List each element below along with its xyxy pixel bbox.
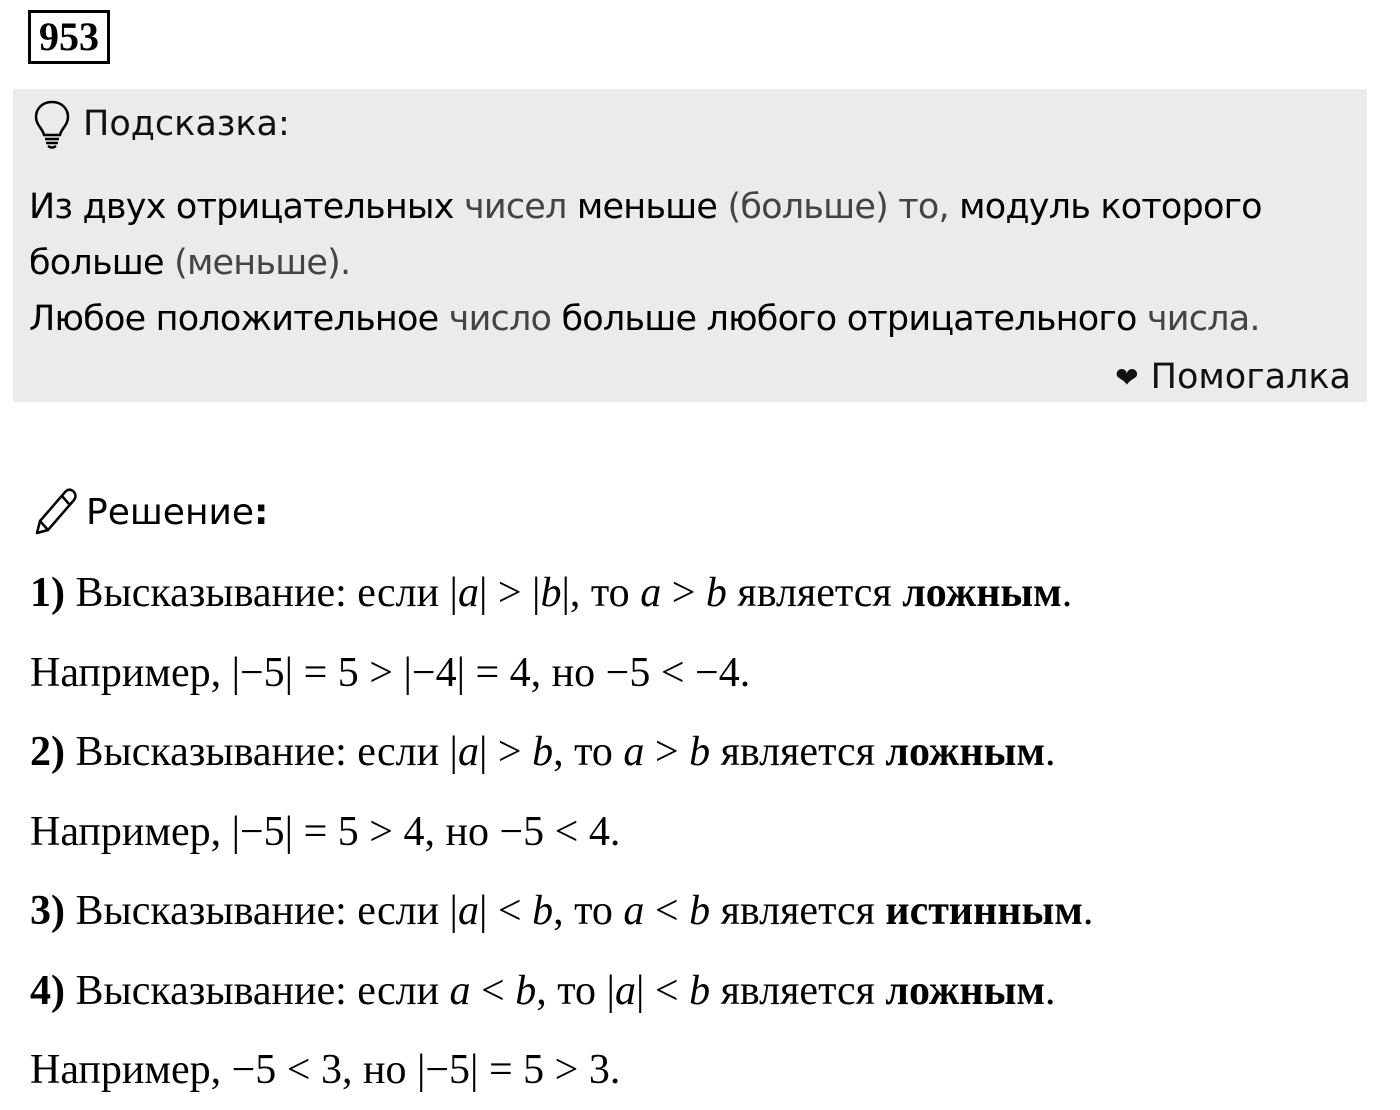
example-2: Например, |−5| = 5 > 4, но −5 < 4.	[30, 809, 621, 855]
lightbulb-icon	[33, 99, 71, 149]
hint-box	[13, 89, 1367, 402]
example-1: Например, |−5| = 5 > |−4| = 4, но −5 < −4.	[30, 650, 751, 696]
verdict: истинным	[885, 888, 1083, 934]
statement-number: 1)	[30, 570, 65, 616]
statement-end: .	[1044, 968, 1056, 1014]
solution-header	[32, 482, 268, 542]
statement-number: 4)	[30, 968, 65, 1014]
hint-strong: Из двух отрицательных	[29, 187, 454, 227]
variable: b	[689, 968, 711, 1014]
statement-text: , то |	[536, 968, 615, 1014]
statement-text: |, то	[561, 570, 641, 616]
statement-text: Высказывание: если	[65, 968, 450, 1014]
variable: a	[457, 570, 479, 616]
hint-text	[29, 179, 1359, 347]
statement-number: 2)	[30, 729, 65, 775]
statement-text: | > |	[478, 570, 541, 616]
variable: b	[515, 968, 537, 1014]
variable: a	[623, 729, 645, 775]
hint-strong: меньше	[576, 187, 718, 227]
hint-title: Подсказка:	[83, 104, 290, 144]
statement-text: <	[644, 888, 690, 934]
statement-end: .	[1061, 570, 1073, 616]
statement-1	[30, 563, 1072, 623]
hint-header	[33, 99, 290, 149]
solution-title-text: Решение	[86, 491, 255, 533]
pencil-icon	[32, 485, 80, 540]
hint-strong: модуль которого	[959, 187, 1262, 227]
statement-number: 3)	[30, 888, 65, 934]
variable: b	[705, 570, 727, 616]
variable: b	[532, 888, 554, 934]
statement-text: является	[710, 968, 886, 1014]
statement-text: является	[726, 570, 903, 616]
variable: b	[689, 888, 711, 934]
solution-title-colon: :	[254, 491, 269, 533]
variable: a	[614, 968, 636, 1014]
statement-text: является	[710, 888, 886, 934]
statement-4	[30, 961, 1055, 1021]
hint-plain: число	[438, 299, 562, 339]
statement-end: .	[1082, 888, 1094, 934]
solution-title	[86, 492, 268, 533]
statement-text: , то	[553, 729, 624, 775]
statement-text: , то	[553, 888, 624, 934]
statement-text: | <	[635, 968, 690, 1014]
hint-plain: (меньше).	[163, 243, 351, 283]
heart-icon: ❤	[1115, 360, 1139, 394]
hint-plain: числа.	[1136, 299, 1260, 339]
statement-text: <	[470, 968, 516, 1014]
variable: a	[449, 968, 471, 1014]
variable: b	[689, 729, 711, 775]
statement-end: .	[1044, 729, 1056, 775]
task-number: 953	[28, 10, 110, 64]
verdict: ложным	[885, 968, 1045, 1014]
statement-2	[30, 722, 1055, 782]
statement-text: >	[661, 570, 706, 616]
statement-text: является	[710, 729, 886, 775]
statement-text: Высказывание: если |	[65, 570, 458, 616]
hint-strong: больше любого отрицательного	[561, 299, 1137, 339]
statement-3	[30, 881, 1093, 941]
hint-strong: больше	[29, 243, 164, 283]
verdict: ложным	[885, 729, 1045, 775]
verdict: ложным	[902, 570, 1062, 616]
variable: a	[640, 570, 662, 616]
statement-text: | >	[478, 729, 533, 775]
hint-plain: чисел	[453, 187, 577, 227]
hint-plain: (больше) то,	[717, 187, 960, 227]
statement-text: Высказывание: если |	[65, 729, 458, 775]
credit	[1115, 353, 1351, 401]
variable: b	[532, 729, 554, 775]
statement-text: Высказывание: если |	[65, 888, 458, 934]
statement-text: | <	[478, 888, 533, 934]
variable: a	[623, 888, 645, 934]
variable: a	[457, 888, 479, 934]
hint-line-2	[29, 235, 1359, 291]
hint-strong: Любое положительное	[29, 299, 439, 339]
variable: a	[457, 729, 479, 775]
hint-line-1	[29, 179, 1359, 235]
variable: b	[540, 570, 562, 616]
statement-text: >	[644, 729, 690, 775]
hint-line-3	[29, 291, 1359, 347]
example-4: Например, −5 < 3, но |−5| = 5 > 3.	[30, 1047, 621, 1093]
credit-label: Помогалка	[1150, 357, 1351, 397]
